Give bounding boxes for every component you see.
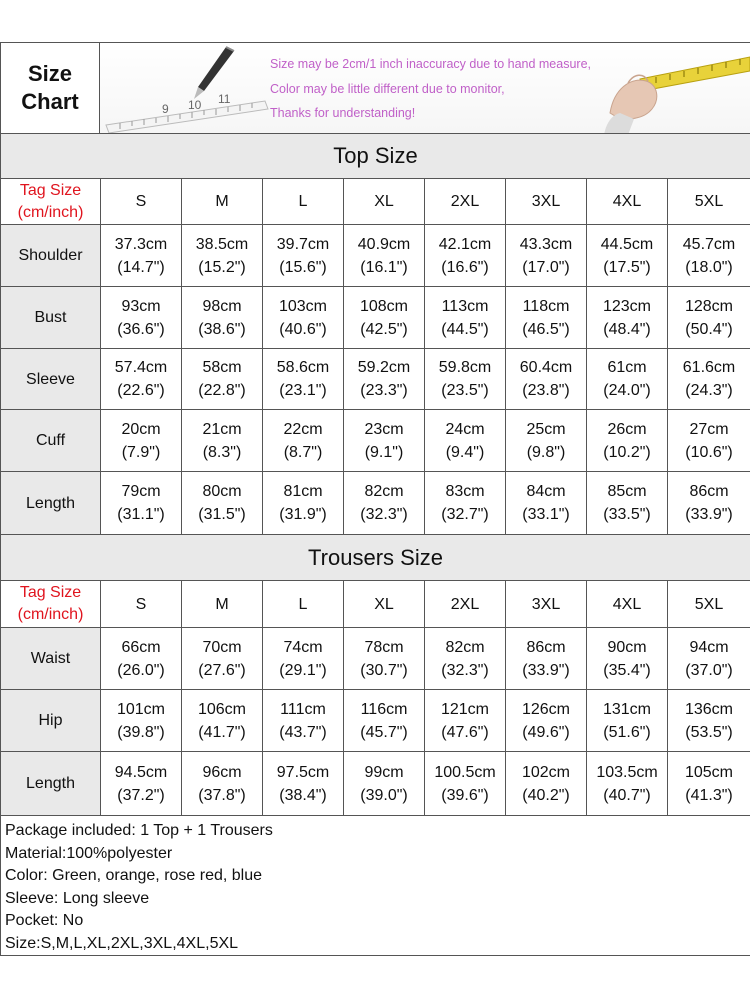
measurement-cell (100, 349, 181, 409)
row-label: Length (1, 472, 100, 534)
measurement-cell (667, 349, 750, 409)
cm-value: 39.7cm (276, 235, 330, 253)
trousers-size-title: Trousers Size (1, 535, 750, 580)
cm-value: 86cm (689, 483, 729, 500)
inch-value: (46.5") (522, 320, 570, 338)
inch-value: (38.6") (198, 320, 246, 338)
inch-value: (23.5") (441, 382, 489, 399)
row-label: Shoulder (1, 225, 100, 286)
product-info (1, 816, 750, 956)
cm-value: 108cm (359, 297, 409, 315)
info-pocket: Pocket: No (5, 912, 84, 930)
cm-value: 126cm (521, 700, 571, 718)
row-label: Bust (1, 287, 100, 348)
note-inaccuracy: Size may be 2cm/1 inch inaccuracy due to hand measure, (270, 57, 592, 71)
cm-value: 128cm (684, 297, 734, 315)
measurement-cell (181, 690, 262, 751)
row-label: Waist (1, 628, 100, 689)
measurement-cell (424, 690, 505, 751)
inch-value: (22.8") (198, 382, 246, 399)
top-tag-size-row (1, 179, 750, 225)
inch-value: (27.6") (198, 661, 246, 679)
table-row (1, 628, 750, 690)
measurement-cell (100, 287, 181, 348)
size-header-2xl: 2XL (424, 581, 505, 627)
info-sizes: Size:S,M,L,XL,2XL,3XL,4XL,5XL (5, 934, 239, 952)
measurement-cell (586, 628, 667, 689)
inch-value: (41.3") (685, 786, 733, 804)
info-package: Package included: 1 Top + 1 Trousers (5, 822, 273, 839)
cm-value: 38.5cm (195, 235, 249, 253)
inch-value: (33.9") (522, 661, 570, 679)
size-header-4xl: 4XL (586, 179, 667, 224)
top-size-title: Top Size (1, 134, 750, 178)
cm-value: 42.1cm (438, 235, 492, 253)
measurement-cell (667, 410, 750, 471)
row-label: Hip (1, 690, 100, 751)
measurement-cell (424, 225, 505, 286)
chart-header (1, 42, 750, 134)
cm-value: 99cm (364, 763, 404, 781)
tape-measure-hand-illustration (600, 43, 750, 133)
cm-value: 131cm (602, 700, 652, 718)
inch-value: (37.2") (117, 786, 165, 804)
inch-value: (40.2") (522, 786, 570, 804)
cm-value: 78cm (364, 638, 404, 656)
cm-value: 118cm (522, 297, 570, 315)
measurement-cell (505, 349, 586, 409)
cm-value: 106cm (197, 700, 247, 718)
measurement-cell (181, 752, 262, 815)
title-line-1: Size (27, 61, 73, 86)
cm-value: 82cm (364, 483, 404, 500)
table-row (1, 752, 750, 816)
size-header-s: S (100, 581, 181, 627)
note-thanks: Thanks for understanding! (270, 106, 416, 120)
cm-value: 105cm (684, 763, 734, 781)
measurement-cell (262, 349, 343, 409)
table-row (1, 472, 750, 535)
cm-value: 66cm (121, 638, 161, 656)
ruler-number-9: 9 (162, 102, 169, 116)
table-row (1, 287, 750, 349)
inch-value: (32.3") (441, 661, 489, 679)
cm-value: 113cm (441, 297, 489, 315)
inch-value: (15.6") (279, 258, 327, 276)
measurement-cell (667, 628, 750, 689)
measurement-cell (100, 752, 181, 815)
measurement-cell (586, 225, 667, 286)
cm-value: 94.5cm (114, 763, 168, 781)
cm-value: 60.4cm (519, 359, 573, 376)
cm-value: 74cm (283, 638, 323, 656)
inch-value: (39.0") (360, 786, 408, 804)
inch-value: (24.3") (685, 382, 733, 399)
measurement-cell (586, 349, 667, 409)
inch-value: (22.6") (117, 382, 165, 399)
measurement-cell (505, 225, 586, 286)
cm-value: 80cm (202, 483, 242, 500)
inch-value: (31.5") (198, 506, 246, 523)
measurement-cell (667, 287, 750, 348)
measurement-cell (343, 690, 424, 751)
pen-ruler-illustration (100, 43, 270, 133)
size-header-xl: XL (343, 179, 424, 224)
tag-size-text: Tag Size (19, 181, 82, 199)
cm-value: 101cm (116, 700, 166, 718)
size-header-5xl: 5XL (667, 581, 750, 627)
note-color: Color may be little different due to monitor, (270, 82, 505, 96)
row-label: Length (1, 752, 100, 815)
measurement-cell (181, 410, 262, 471)
cm-value: 20cm (121, 420, 161, 438)
cm-value: 59.8cm (438, 359, 492, 376)
cm-value: 116cm (360, 700, 408, 718)
measurement-cell (586, 690, 667, 751)
measurement-cell (586, 410, 667, 471)
info-material: Material:100%polyester (5, 844, 173, 862)
measurement-cell (586, 472, 667, 534)
cm-value: 96cm (202, 763, 242, 781)
measurement-cell (262, 628, 343, 689)
cm-value: 81cm (283, 483, 323, 500)
cm-value: 82cm (445, 638, 485, 656)
measurement-cell (343, 225, 424, 286)
cm-value: 93cm (121, 297, 161, 315)
cm-value: 40.9cm (357, 235, 411, 253)
cm-value: 97.5cm (276, 763, 330, 781)
measurement-cell (181, 628, 262, 689)
inch-value: (49.6") (522, 723, 570, 741)
cm-value: 85cm (607, 483, 647, 500)
measurement-cell (343, 287, 424, 348)
size-header-s: S (100, 179, 181, 224)
cm-value: 123cm (602, 297, 652, 315)
inch-value: (40.6") (279, 320, 327, 338)
tag-unit-text: (cm/inch) (17, 606, 84, 623)
inch-value: (9.1") (364, 443, 404, 461)
cm-value: 37.3cm (114, 235, 168, 253)
trousers-tag-size-row (1, 581, 750, 628)
inch-value: (35.4") (603, 661, 651, 679)
measurement-cell (667, 752, 750, 815)
cm-value: 103cm (278, 297, 328, 315)
row-label: Cuff (1, 410, 100, 471)
measurement-cell (343, 752, 424, 815)
measurement-cell (424, 628, 505, 689)
size-header-m: M (181, 179, 262, 224)
inch-value: (44.5") (441, 320, 489, 338)
cm-value: 21cm (202, 420, 242, 438)
inch-value: (9.8") (526, 443, 566, 461)
inch-value: (9.4") (445, 443, 485, 461)
tag-unit-text: (cm/inch) (17, 203, 84, 221)
cm-value: 79cm (121, 483, 161, 500)
inch-value: (51.6") (603, 723, 651, 741)
info-color: Color: Green, orange, rose red, blue (5, 867, 263, 885)
measurement-cell (100, 225, 181, 286)
table-row (1, 349, 750, 410)
inch-value: (48.4") (603, 320, 651, 338)
size-header-3xl: 3XL (505, 581, 586, 627)
cm-value: 102cm (521, 763, 571, 781)
size-header-m: M (181, 581, 262, 627)
inch-value: (16.1") (360, 258, 408, 276)
top-size-title-row (1, 134, 750, 179)
inch-value: (23.3") (360, 382, 408, 399)
inch-value: (45.7") (360, 723, 408, 741)
inch-value: (36.6") (117, 320, 165, 338)
cm-value: 86cm (526, 638, 566, 656)
cm-value: 59.2cm (357, 359, 411, 376)
cm-value: 26cm (607, 420, 647, 438)
cm-value: 27cm (689, 420, 729, 438)
inch-value: (17.0") (522, 258, 570, 276)
cm-value: 45.7cm (682, 235, 736, 253)
size-header-4xl: 4XL (586, 581, 667, 627)
cm-value: 90cm (607, 638, 647, 656)
measurement-cell (181, 349, 262, 409)
measurement-cell (181, 225, 262, 286)
inch-value: (32.7") (441, 506, 489, 523)
measurement-cell (100, 628, 181, 689)
inch-value: (39.6") (441, 786, 489, 804)
cm-value: 25cm (526, 420, 566, 438)
measurement-cell (100, 690, 181, 751)
measurement-cell (505, 690, 586, 751)
cm-value: 100.5cm (434, 763, 496, 781)
cm-value: 83cm (445, 483, 485, 500)
inch-value: (33.1") (522, 506, 570, 523)
table-row (1, 225, 750, 287)
cm-value: 23cm (364, 420, 404, 438)
cm-value: 94cm (689, 638, 729, 656)
measurement-cell (262, 410, 343, 471)
inch-value: (23.1") (279, 382, 327, 399)
measurement-cell (262, 690, 343, 751)
cm-value: 103.5cm (596, 763, 658, 781)
measurement-cell (343, 472, 424, 534)
measurement-cell (667, 472, 750, 534)
measurement-cell (586, 752, 667, 815)
measurement-cell (181, 472, 262, 534)
cm-value: 84cm (526, 483, 566, 500)
cm-value: 43.3cm (519, 235, 573, 253)
measurement-cell (262, 225, 343, 286)
measurement-cell (100, 472, 181, 534)
measurement-cell (424, 287, 505, 348)
measurement-cell (262, 287, 343, 348)
cm-value: 24cm (445, 420, 485, 438)
inch-value: (41.7") (198, 723, 246, 741)
inch-value: (32.3") (360, 506, 408, 523)
info-sleeve: Sleeve: Long sleeve (5, 889, 150, 907)
inch-value: (38.4") (279, 786, 327, 804)
inch-value: (8.3") (202, 443, 242, 461)
cm-value: 58.6cm (276, 359, 330, 376)
measurement-cell (505, 628, 586, 689)
inch-value: (15.2") (198, 258, 246, 276)
size-header-2xl: 2XL (424, 179, 505, 224)
size-chart-sheet (0, 42, 750, 956)
title-line-2: Chart (21, 89, 79, 114)
cm-value: 57.4cm (114, 359, 168, 376)
size-header-l: L (262, 179, 343, 224)
inch-value: (47.6") (441, 723, 489, 741)
cm-value: 70cm (202, 638, 242, 656)
inch-value: (43.7") (279, 723, 327, 741)
inch-value: (16.6") (441, 258, 489, 276)
inch-value: (26.0") (117, 661, 165, 679)
ruler-number-10: 10 (188, 98, 202, 112)
inch-value: (33.9") (685, 506, 733, 523)
measurement-cell (343, 628, 424, 689)
measurement-cell (424, 472, 505, 534)
measurement-cell (100, 410, 181, 471)
measurement-cell (343, 410, 424, 471)
trousers-size-title-row (1, 535, 750, 581)
inch-value: (23.8") (522, 382, 570, 399)
measurement-cell (667, 690, 750, 751)
inch-value: (50.4") (685, 320, 733, 338)
top-tag-size-label (1, 179, 100, 224)
measurement-cell (181, 287, 262, 348)
cm-value: 58cm (202, 359, 242, 376)
inch-value: (37.8") (198, 786, 246, 804)
inch-value: (29.1") (279, 661, 327, 679)
size-header-5xl: 5XL (667, 179, 750, 224)
measurement-cell (505, 287, 586, 348)
measure-banner (100, 43, 750, 133)
size-header-xl: XL (343, 581, 424, 627)
cm-value: 61.6cm (682, 359, 736, 376)
inch-value: (37.0") (685, 661, 733, 679)
size-header-3xl: 3XL (505, 179, 586, 224)
trousers-tag-size-label (1, 581, 100, 627)
cm-value: 44.5cm (600, 235, 654, 253)
inch-value: (7.9") (121, 443, 161, 461)
inch-value: (14.7") (117, 258, 165, 276)
row-label: Sleeve (1, 349, 100, 409)
inch-value: (53.5") (685, 723, 733, 741)
cm-value: 22cm (283, 420, 323, 438)
cm-value: 98cm (202, 297, 242, 315)
ruler-number-11: 11 (218, 92, 231, 106)
measurement-cell (505, 472, 586, 534)
measurement-cell (667, 225, 750, 286)
measurement-cell (343, 349, 424, 409)
measurement-cell (505, 752, 586, 815)
inch-value: (31.1") (117, 506, 165, 523)
tag-size-text: Tag Size (19, 584, 82, 601)
measurement-cell (586, 287, 667, 348)
size-chart-title (1, 43, 100, 133)
size-header-l: L (262, 581, 343, 627)
inch-value: (8.7") (283, 443, 323, 461)
measurement-cell (424, 410, 505, 471)
measurement-cell (262, 472, 343, 534)
table-row (1, 690, 750, 752)
inch-value: (39.8") (117, 723, 165, 741)
table-row (1, 410, 750, 472)
inch-value: (42.5") (360, 320, 408, 338)
measurement-cell (424, 349, 505, 409)
inch-value: (40.7") (603, 786, 651, 804)
cm-value: 61cm (607, 359, 647, 376)
cm-value: 111cm (280, 700, 326, 718)
measurement-cell (424, 752, 505, 815)
inch-value: (17.5") (603, 258, 651, 276)
measurement-cell (262, 752, 343, 815)
inch-value: (24.0") (603, 382, 651, 399)
measurement-cell (505, 410, 586, 471)
inch-value: (18.0") (685, 258, 733, 276)
inch-value: (30.7") (360, 661, 408, 679)
inch-value: (10.2") (603, 443, 651, 461)
inch-value: (10.6") (685, 443, 733, 461)
inch-value: (33.5") (603, 506, 651, 523)
cm-value: 121cm (440, 700, 490, 718)
cm-value: 136cm (684, 700, 734, 718)
inch-value: (31.9") (279, 506, 327, 523)
